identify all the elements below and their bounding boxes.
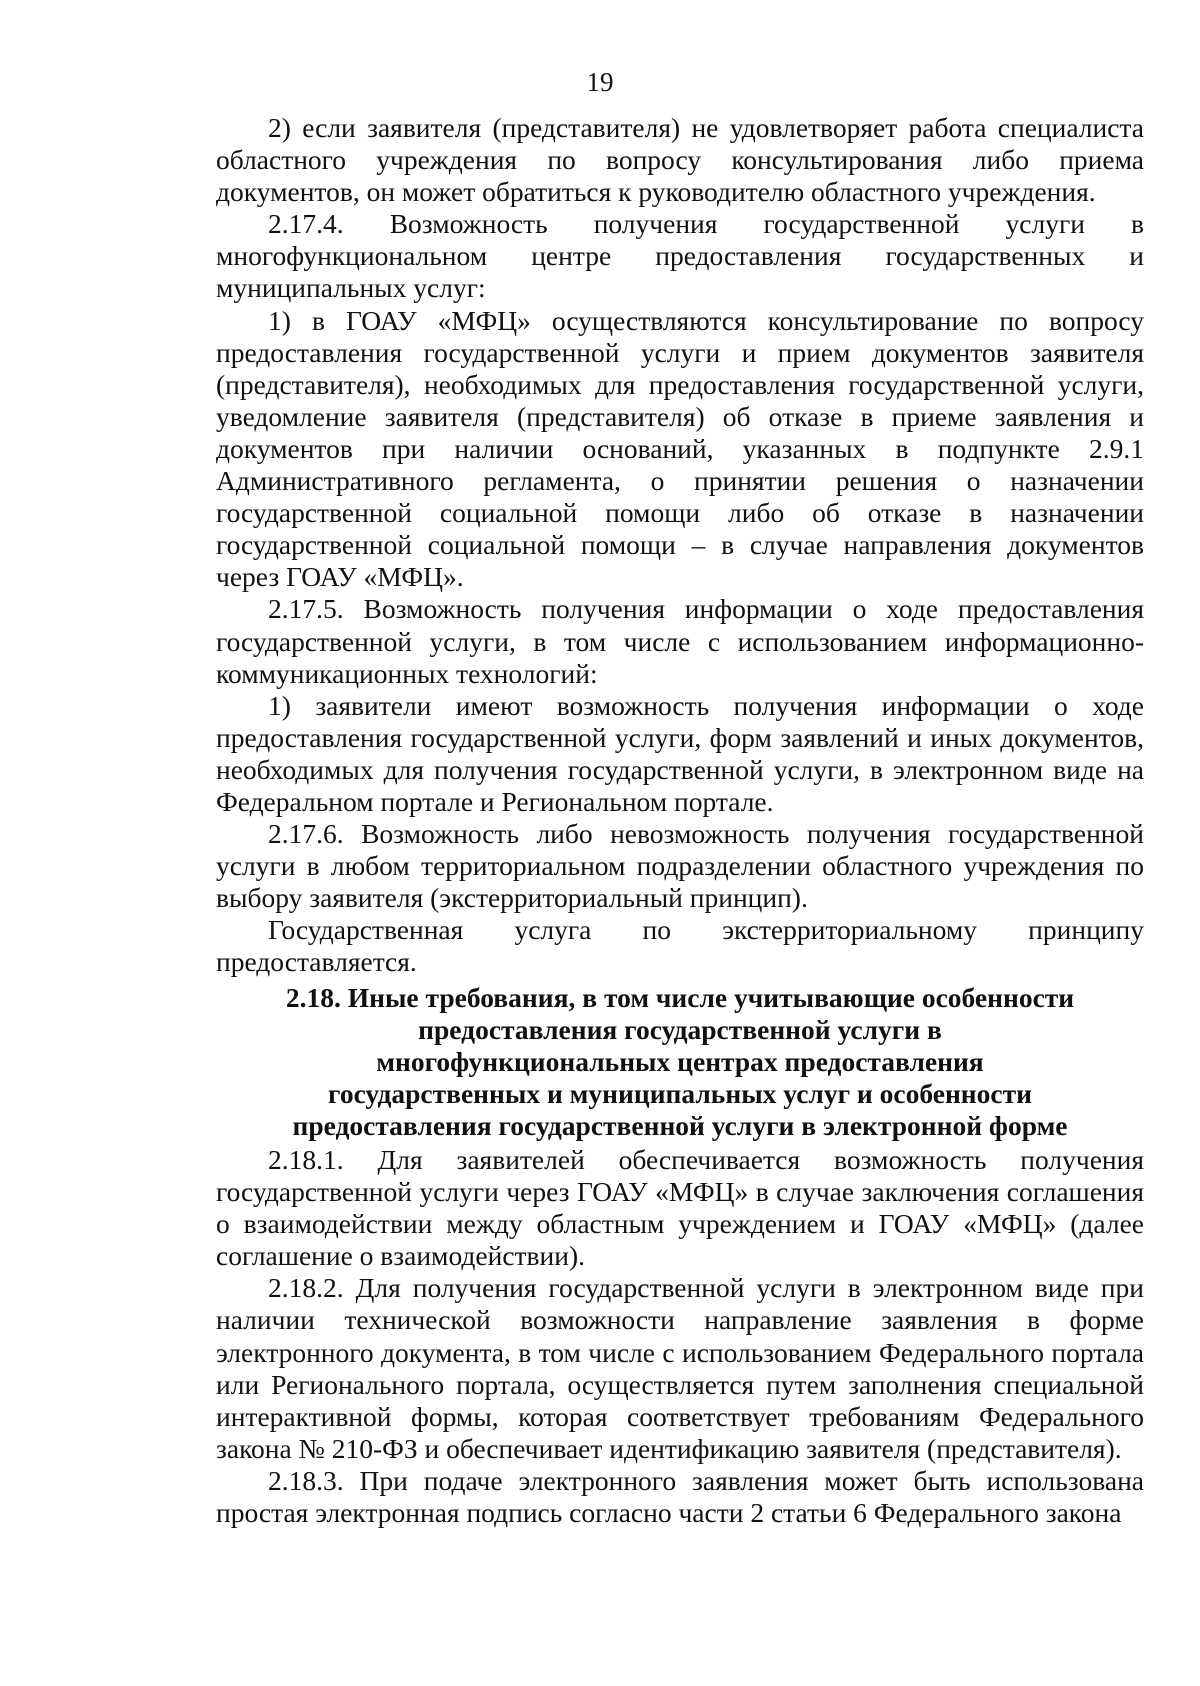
paragraph-2-17-4: 2.17.4. Возможность получения государственной услуги в многофункциональном центре предоставления государственных и муниципальных услуг:	[216, 208, 1144, 304]
paragraph-2-18-1: 2.18.1. Для заявителей обеспечивается возможность получения государственной услуги через ГОАУ «МФЦ» в случае заключения соглашения о взаимодействии между областным учреждением и ГОАУ «МФЦ» (далее соглашение о взаимодействии).	[216, 1144, 1144, 1272]
paragraph-2-17-6: 2.17.6. Возможность либо невозможность получения государственной услуги в любом территориальном подразделении областного учреждения по выбору заявителя (экстерриториальный принцип).	[216, 818, 1144, 914]
paragraph-2-18-3: 2.18.3. При подаче электронного заявления может быть использована простая электронная подпись согласно части 2 статьи 6 Федерального закона	[216, 1464, 1144, 1529]
paragraph-2-complaint: 2) если заявителя (представителя) не удовлетворяет работа специалиста областного учреждения по вопросу консультирования либо приема документов, он может обратиться к руководителю областного учреждения.	[216, 112, 1144, 208]
paragraph-2-18-2: 2.18.2. Для получения государственной услуги в электронном виде при наличии технической возможности направление заявления в форме электронного документа, в том числе с использованием Федерального портала или Регионального портала, осуществляется путем заполнения специальной интерактивной формы, которая соответствует требованиям Федерального закона № 210-ФЗ и обеспечивает идентификацию заявителя (представителя).	[216, 1272, 1144, 1464]
section-heading-2-18: 2.18. Иные требования, в том числе учитывающие особенности предоставления государственной услуги в многофункциональных центрах предоставления государственных и муниципальных услуг и особенности предоставления государственной услуги в электронной форме	[285, 981, 1075, 1141]
document-body	[216, 112, 1144, 1529]
paragraph-2-17-5-item-1: 1) заявители имеют возможность получения информации о ходе предоставления государственной услуги, форм заявлений и иных документов, необходимых для получения государственной услуги, в электронном виде на Федеральном портале и Региональном портале.	[216, 689, 1144, 817]
page-number: 19	[586, 67, 614, 97]
paragraph-2-17-4-item-1: 1) в ГОАУ «МФЦ» осуществляются консультирование по вопросу предоставления государственной услуги и прием документов заявителя (представителя), необходимых для предоставления государственной услуги, уведомление заявителя (представителя) об отказе в приеме заявления и документов при наличии оснований, указанных в подпункте 2.9.1 Административного регламента, о принятии решения о назначении государственной социальной помощи либо об отказе в назначении государственной социальной помощи – в случае направления документов через ГОАУ «МФЦ».	[216, 304, 1144, 593]
paragraph-2-17-5: 2.17.5. Возможность получения информации о ходе предоставления государственной услуги, в том числе с использованием информационно-коммуникационных технологий:	[216, 593, 1144, 689]
paragraph-extraterritorial: Государственная услуга по экстерриториальному принципу предоставляется.	[216, 914, 1144, 978]
